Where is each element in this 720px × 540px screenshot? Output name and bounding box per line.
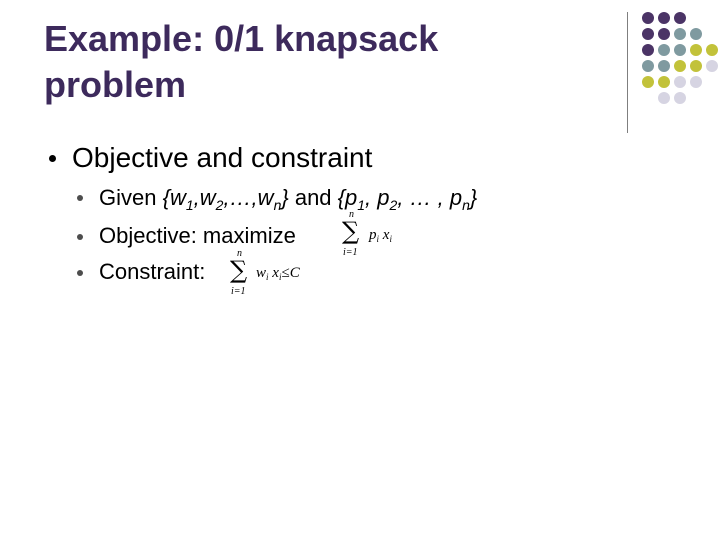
math-text: , … , p <box>397 185 463 210</box>
math-text: ,w <box>193 185 216 210</box>
title-line-1: Example: 0/1 knapsack <box>44 18 439 59</box>
math-sub: i <box>266 272 269 282</box>
math-sub: i <box>376 234 380 244</box>
bullet-icon <box>77 270 83 276</box>
decorative-dot <box>674 76 686 88</box>
sum-lower-limit: i=1 <box>343 247 358 258</box>
constraint-formula <box>227 249 337 299</box>
math-sub: 2 <box>389 197 398 213</box>
sum-upper-limit: n <box>237 248 242 259</box>
constraint-expression <box>256 265 300 281</box>
decorative-dot <box>642 12 654 24</box>
sum-upper-limit: n <box>349 209 354 220</box>
decorative-dot <box>642 28 654 40</box>
decorative-dot <box>674 28 686 40</box>
decorative-dot <box>690 76 702 88</box>
objective-formula <box>340 210 420 260</box>
math-sub: 2 <box>215 197 224 213</box>
decorative-dot <box>674 12 686 24</box>
math-sub: 1 <box>357 197 366 213</box>
decorative-dot <box>642 76 654 88</box>
sum-lower-limit: i=1 <box>231 286 246 297</box>
decorative-dot <box>690 60 702 72</box>
decorative-dot <box>690 44 702 56</box>
math-sub: n <box>462 197 470 213</box>
decorative-dot <box>690 28 702 40</box>
decorative-dot <box>674 92 686 104</box>
decorative-dot <box>658 12 670 24</box>
given-profits <box>337 185 478 213</box>
math-sub: i <box>278 272 282 282</box>
title-line-2: problem <box>44 64 187 105</box>
math-text: x <box>268 265 279 281</box>
sigma-symbol: ∑ <box>230 256 248 284</box>
math-text: , p <box>365 185 390 210</box>
given-and: and <box>288 185 338 210</box>
decorative-dot <box>658 28 670 40</box>
given-prefix: Given <box>99 185 163 210</box>
math-text: } <box>281 185 289 210</box>
math-text: w <box>256 265 267 281</box>
math-text: p <box>369 227 377 243</box>
constraint-label: Constraint: <box>99 259 206 284</box>
bullet-icon <box>77 234 83 240</box>
math-text: ,…,w <box>223 185 274 210</box>
decorative-dot <box>658 76 670 88</box>
given-weights <box>162 185 289 213</box>
decorative-dot <box>706 60 718 72</box>
objective-label: Objective: maximize <box>99 223 296 248</box>
bullet-icon <box>49 155 56 162</box>
math-text: ≤C <box>281 265 300 281</box>
decorative-dot <box>674 60 686 72</box>
bullet-objective-and-constraint: Objective and constraint <box>72 142 373 173</box>
decorative-dot <box>642 60 654 72</box>
decorative-dot <box>658 44 670 56</box>
given-line <box>99 185 477 211</box>
decorative-dot <box>658 92 670 104</box>
decorative-dot <box>658 60 670 72</box>
math-text: x <box>379 227 390 243</box>
bullet-icon <box>77 195 83 201</box>
math-sub: i <box>389 234 392 244</box>
math-text: {p <box>337 185 358 210</box>
math-sub: n <box>273 197 282 213</box>
decorative-dot <box>674 44 686 56</box>
decorative-dot <box>642 44 654 56</box>
math-text: {w <box>162 185 186 210</box>
objective-expression <box>369 227 392 243</box>
sigma-symbol: ∑ <box>342 217 360 245</box>
math-sub: 1 <box>185 197 194 213</box>
math-text: } <box>469 185 478 210</box>
decorative-dot <box>706 44 718 56</box>
